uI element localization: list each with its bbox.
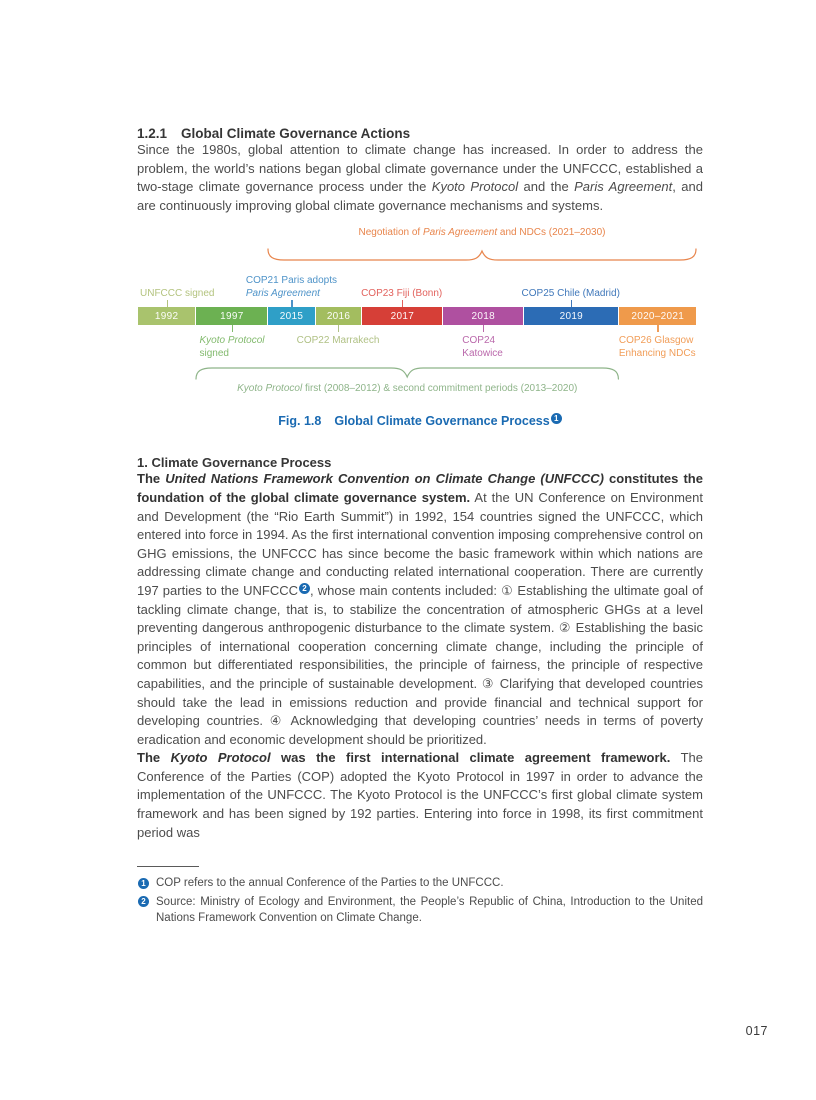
timeline-label-1997 <box>199 335 264 360</box>
text-run: Enhancing NDCs <box>618 347 696 359</box>
segment-year-label: 2015 <box>279 310 304 322</box>
text-run: COP25 Chile (Madrid) <box>521 287 620 299</box>
text-run: COP24 <box>462 335 496 347</box>
text-run: COP22 Marrakech <box>296 335 380 347</box>
timeline-segment-2016 <box>316 307 362 325</box>
text-run: first (2008–2012) & second commitment periods (2013–2020) <box>302 383 578 395</box>
timeline-tick-1997 <box>232 325 233 332</box>
footnote-text: COP refers to the annual Conference of the Parties to the UNFCCC. <box>156 877 504 890</box>
timeline-segment-2020–2021 <box>619 307 696 325</box>
footnote-1 <box>137 875 703 892</box>
text-run: The Conference of the Parties (COP) adopted the Kyoto Protocol in 1997 in order to advance the implementation of the UNFCCC. The Kyoto Protocol is the UNFCCC’s first global climate system framework and has been signed by 192 parties. Entering into force in 1998, its first commitment period was <box>137 750 703 840</box>
intro-paragraph <box>137 141 703 215</box>
timeline-label-1992 <box>140 288 214 301</box>
text-run: COP26 Glasgow <box>618 335 694 347</box>
bottom-brace <box>196 364 618 380</box>
segment-year-label: 2019 <box>559 310 584 322</box>
page-content <box>137 0 703 929</box>
timeline-top-brace-label <box>358 227 605 238</box>
timeline-segment-1992 <box>138 307 195 325</box>
section-title: Global Climate Governance Actions <box>181 126 411 141</box>
text-run: was the first international climate agreement framework. <box>270 750 671 766</box>
figure-caption <box>137 413 703 428</box>
text-run: UNFCCC signed <box>140 287 215 299</box>
footnote-divider <box>137 866 199 867</box>
timeline-segment-2018 <box>443 307 523 325</box>
timeline-label-line <box>462 348 503 361</box>
text-run: COP21 Paris adopts <box>245 275 338 287</box>
timeline-label-line <box>140 288 214 301</box>
timeline-bottom-brace-label <box>237 383 577 394</box>
timeline-label-line <box>297 335 380 348</box>
timeline-label-line <box>361 288 442 301</box>
text-run: Since the 1980s, global attention to climate change has increased. In order to address the problem, the world’s nations began global climate governance under the UNFCCC, established a two-stage climate governance process under the <box>137 142 703 195</box>
footnote-text: Source: Ministry of Ecology and Environment, the People’s Republic of China, Introduction to the United Nations Framework Convention on Climate Change. <box>156 895 703 925</box>
timeline-tick-2020–2021 <box>657 325 658 332</box>
timeline-label-line <box>619 348 696 361</box>
text-run: Paris Agreement <box>245 287 320 299</box>
timeline-label-line <box>619 335 696 348</box>
text-run: and NDCs (2021–2030) <box>497 227 606 239</box>
segment-year-label: 2018 <box>471 310 495 322</box>
timeline-label-2016 <box>297 335 380 348</box>
segment-year-label: 1992 <box>154 310 179 322</box>
text-run: COP23 Fiji (Bonn) <box>361 287 443 299</box>
timeline-tick-1992 <box>167 300 168 307</box>
text-run: The <box>137 750 171 766</box>
timeline-segment-2015 <box>268 307 314 325</box>
timeline-segment-2017 <box>362 307 442 325</box>
text-run: , whose main contents included: ① Establishing the ultimate goal of tackling climate change, that is, to stabilize the concentration of atmospheric GHGs at a level preventing dangerous anthropogenic disturbance to the climate system. ② Establishing the basic principles of international cooperation concerning climate change, including the principle of common but differentiated responsibilities, the principle of fairness, the principle of respective capabilities, and the principle of sustainable development. ③ Clarifying that developed countries should take the lead in emissions reduction and provide financial and technical support for developing countries. ④ Acknowledging that developing countries’ needs in terms of poverty eradication and economic development should be prioritized. <box>137 582 703 747</box>
figure-caption-number: Fig. 1.8 <box>278 414 322 429</box>
footnote-number-badge: 1 <box>138 878 149 889</box>
timeline-segment-2019 <box>524 307 618 325</box>
segment-year-label: 2017 <box>390 310 415 322</box>
timeline-segment-1997 <box>196 307 267 325</box>
subsection-heading: 1. Climate Governance Process <box>137 455 332 471</box>
section-heading <box>137 126 703 141</box>
kyoto-paragraph <box>137 749 703 842</box>
timeline <box>138 224 696 407</box>
figure-caption-title: Global Climate Governance Process <box>334 414 550 429</box>
text-run: constitutes the foundation of the global climate governance system. <box>137 471 703 505</box>
text-run: Kyoto Protocol <box>237 383 303 395</box>
timeline-bar <box>138 307 696 325</box>
timeline-label-2020–2021 <box>619 335 696 360</box>
timeline-label-2019 <box>522 288 620 301</box>
timeline-label-line <box>199 348 264 361</box>
timeline-label-line <box>462 335 503 348</box>
text-run: Paris Agreement <box>574 179 673 195</box>
top-brace <box>268 248 696 264</box>
text-run: Kyoto Protocol <box>199 335 265 347</box>
timeline-label-line <box>199 335 264 348</box>
footnote-2 <box>137 894 703 927</box>
timeline-tick-2016 <box>338 325 339 332</box>
timeline-label-2015 <box>246 275 337 300</box>
text-run: , and are continuously improving global climate governance mechanisms and systems. <box>137 179 703 213</box>
text-run: Paris Agreement <box>422 227 498 239</box>
footnote-number-badge: 2 <box>138 896 149 907</box>
segment-year-label: 2016 <box>326 310 351 322</box>
timeline-label-2017 <box>361 288 442 301</box>
section-number: 1.2.1 <box>137 126 168 141</box>
text-run: signed <box>199 347 229 359</box>
timeline-tick-2015 <box>291 300 292 307</box>
unfccc-paragraph <box>137 470 703 749</box>
text-run: and the <box>518 179 575 195</box>
footnotes <box>137 866 703 927</box>
footnote-ref-badge: 2 <box>299 583 310 594</box>
timeline-label-line <box>246 288 337 301</box>
text-run: The <box>137 471 166 487</box>
footnote-ref-badge: 1 <box>551 413 562 424</box>
timeline-label-2018 <box>462 335 503 360</box>
segment-year-label: 2020–2021 <box>631 310 685 322</box>
text-run: Katowice <box>462 347 503 359</box>
text-run: Kyoto Protocol <box>170 750 271 766</box>
timeline-tick-2017 <box>402 300 403 307</box>
page-number: 017 <box>745 1024 768 1038</box>
timeline-tick-2018 <box>483 325 484 332</box>
timeline-label-line <box>522 288 620 301</box>
timeline-figure <box>137 224 703 407</box>
text-run: United Nations Framework Convention on Climate Change (UNFCCC) <box>165 471 604 487</box>
text-run: Negotiation of <box>358 227 423 239</box>
text-run: Kyoto Protocol <box>431 179 519 195</box>
timeline-label-line <box>246 275 337 288</box>
timeline-tick-2019 <box>571 300 572 307</box>
text-run: At the UN Conference on Environment and Development (the “Rio Earth Summit”) in 1992, 154 countries signed the UNFCCC, which entered into force in 1994. As the first international convention imposing comprehensive control on GHG emissions, the UNFCCC has since become the basic framework within which nations are addressing climate change and conducting related international cooperation. There are currently 197 parties to the UNFCCC <box>137 489 704 598</box>
segment-year-label: 1997 <box>220 310 244 322</box>
